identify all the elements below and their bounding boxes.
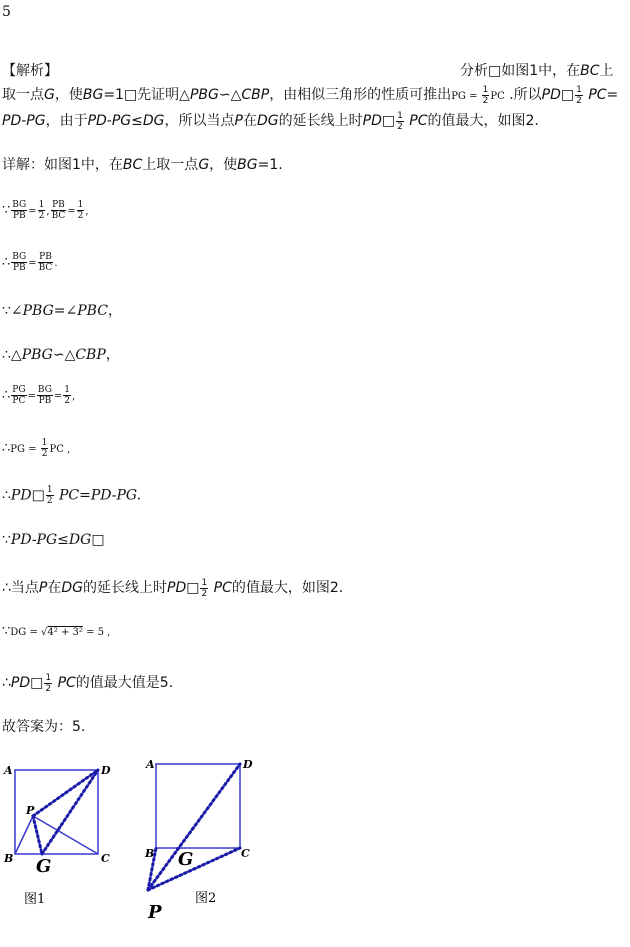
step-3: ∵∠PBG=∠PBC， xyxy=(2,303,122,319)
final-answer: 故答案为：5. xyxy=(2,719,86,735)
step-9: ∴当点P在DG的延长线上时PD□ $\frac{1}{2}$ PC的值最大，如图2. xyxy=(2,577,344,599)
fig2-label-b: B xyxy=(145,847,155,860)
question-number: 5 xyxy=(2,4,11,20)
analysis-line-2: PD-PG，由于PD-PG≤DG，所以当点P在DG的延长线上时PD□ $\frac{1}{2}$ PC的值最大，如图2. xyxy=(2,110,539,132)
fig1-dotted-gd xyxy=(42,770,98,854)
step-6: ∴PG = $\frac{1}{2}$ PC , xyxy=(2,438,71,459)
fig2-caption: 图2 xyxy=(195,891,217,906)
geometry-figures xyxy=(0,750,300,947)
fig1-label-c: C xyxy=(101,852,110,865)
analysis-lead xyxy=(460,60,614,80)
fig1-dotted-pg xyxy=(33,816,42,854)
fig2-label-c: C xyxy=(241,847,250,860)
fig1-dotted-pd xyxy=(33,770,98,816)
fig1-label-g: G xyxy=(36,856,52,877)
step-8: ∵PD-PG≤DG□ xyxy=(2,532,105,548)
fig2-label-a: A xyxy=(146,758,155,771)
fig2-dotted-pd xyxy=(148,764,240,890)
step-4: ∴△PBG∽△CBP， xyxy=(2,347,120,363)
step-2: ∴ $\frac{BG}{PB}$ = $\frac{PB}{BC}$ . xyxy=(2,252,58,273)
figure-1 xyxy=(3,764,111,907)
step-1: ∵ $\frac{BG}{PB}$ = $\frac{1}{2}$ , $\frac{PB}{BC}$ = $\frac{1}{2}$ , xyxy=(2,200,89,221)
fig1-segment-bp xyxy=(15,816,33,854)
fig1-label-d: D xyxy=(101,764,111,777)
analysis-line-1-text: 取一点 xyxy=(2,87,44,103)
fig2-label-g: G xyxy=(178,849,194,870)
analysis-lead-bc: BC xyxy=(580,63,600,79)
fig2-label-d: D xyxy=(243,758,253,771)
fig1-label-p: P xyxy=(26,804,35,817)
step-10: ∵DG = √4² + 3² = 5 , xyxy=(2,624,111,639)
fig2-square xyxy=(156,764,240,848)
analysis-heading: 【解析】 xyxy=(2,63,58,79)
figure-2 xyxy=(144,758,253,923)
step-11: ∴PD□ $\frac{1}{2}$ PC的值最大值是5. xyxy=(2,672,174,694)
fig2-label-p: P xyxy=(148,902,162,923)
analysis-lead-text: 分析□如图1中，在 xyxy=(460,63,581,79)
analysis-line-1: 取一点G，使BG=1□先证明△PBG∽△CBP，由相似三角形的性质可推出PG = $\frac{1}{2}$ PC .所以PD□ $\frac{1}{2}$ PC= xyxy=(2,84,619,106)
fig1-segment-pc xyxy=(33,816,98,854)
fig1-label-a: A xyxy=(4,764,13,777)
fig1-caption: 图1 xyxy=(24,892,46,907)
step-7: ∴PD□ $\frac{1}{2}$ PC=PD-PG. xyxy=(2,485,142,506)
detail-intro: 详解：如图1中，在BC上取一点G，使BG=1. xyxy=(2,157,283,173)
analysis-lead-end: 上 xyxy=(599,63,614,79)
fig1-label-b: B xyxy=(4,852,14,865)
step-5: ∴ $\frac{PG}{PC}$ = $\frac{BG}{PB}$ = $\frac{1}{2}$ , xyxy=(2,385,76,406)
